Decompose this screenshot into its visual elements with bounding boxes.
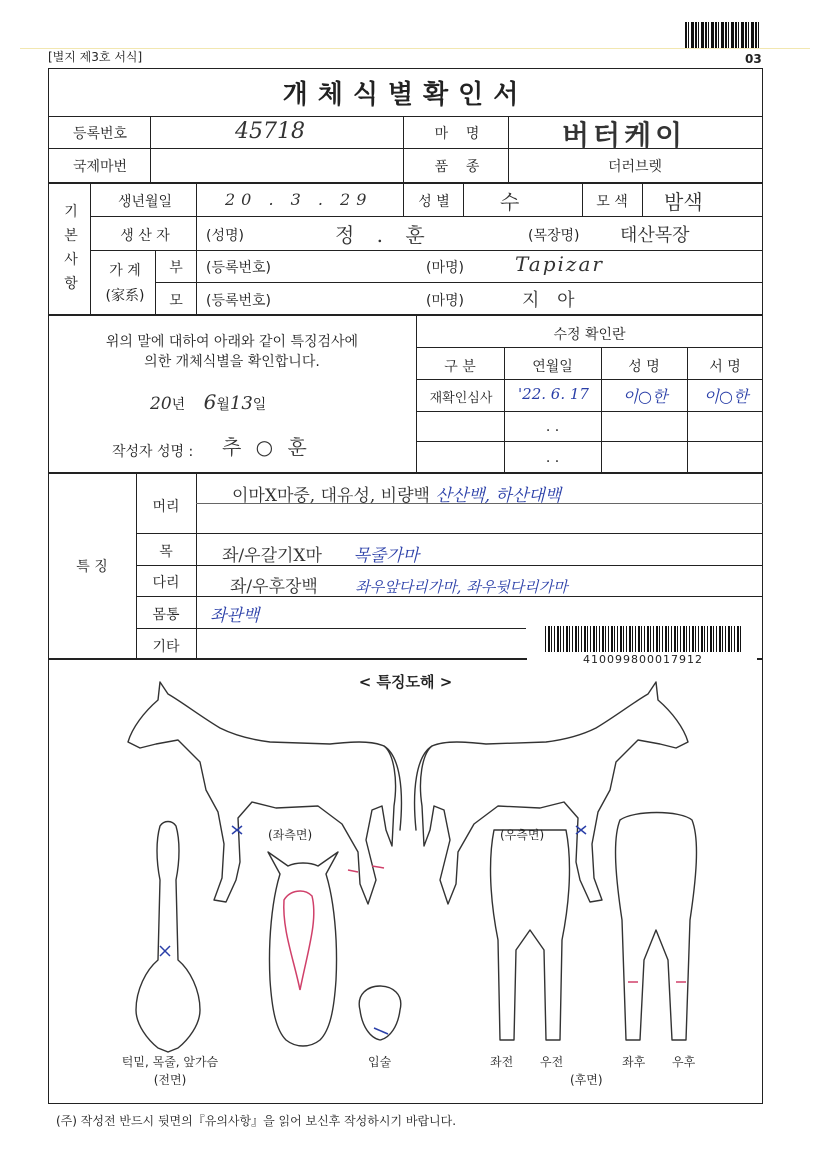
neck-value-blue: 목줄가마 (353, 546, 420, 566)
legs-value-blue: 좌우앞다리가마, 좌우뒷다리가마 (355, 578, 568, 596)
lips-view (359, 986, 401, 1040)
dam-name-value: 지 아 (522, 290, 581, 311)
revision-row3-date: . . (545, 450, 560, 466)
revision-row1-sign: 이○한 (703, 387, 749, 406)
features-section-label: 특 징 (76, 559, 108, 575)
coat-label: 모 색 (596, 194, 628, 210)
front-caption-parts: 턱밑, 목줄, 앞가슴 (121, 1055, 219, 1069)
breeder-name-value: 정 . 훈 (335, 223, 433, 247)
right-hind-caption: 우후 (672, 1055, 696, 1069)
breeder-name-label: (성명) (206, 228, 244, 244)
reg-no-value: 45718 (235, 119, 305, 144)
rear-view-horse (616, 813, 697, 1041)
neck-value-black: 좌/우갈기X마 (222, 546, 322, 566)
sire-label: 부 (169, 260, 183, 276)
breed-label: 품 종 (434, 159, 480, 175)
birth-value: 20 . 3 . 29 (225, 190, 373, 209)
coat-value: 밤색 (664, 190, 703, 214)
revision-title: 수정 확인란 (553, 327, 626, 343)
right-side-horse (420, 682, 688, 904)
legs-value-black: 좌/우후장백 (230, 577, 318, 597)
basic-label-char: 기 (64, 204, 78, 220)
writer-value: 추 ○ 훈 (222, 435, 311, 459)
front-legs-view (491, 830, 570, 1040)
date-year-suffix: 년 (171, 397, 186, 413)
page-title: 개체식별확인서 (282, 80, 529, 110)
neck-label: 목 (159, 544, 173, 560)
lips-caption: 입술 (368, 1055, 392, 1069)
left-hind-caption: 좌후 (622, 1055, 646, 1069)
date-day: 13 (229, 393, 253, 414)
right-fore-caption: 우전 (540, 1055, 564, 1069)
sex-value: 수 (500, 190, 520, 214)
family-label-hanja: (家系) (105, 288, 145, 304)
name-label: 마 명 (434, 126, 480, 142)
reg-no-label: 등록번호 (72, 126, 128, 142)
birth-label: 생년월일 (117, 194, 173, 210)
left-side-caption: (좌측면) (268, 828, 313, 842)
sire-reg-label: (등록번호) (206, 260, 272, 276)
breeder-label: 생 산 자 (120, 228, 170, 244)
sire-name-value: Tapizar (515, 252, 604, 276)
revision-header-sign: 서 명 (709, 359, 741, 375)
basic-label-char: 사 (64, 252, 78, 268)
right-side-caption: (우측면) (500, 828, 545, 842)
page-number: 03 (745, 52, 762, 66)
body-value: 좌관백 (210, 606, 260, 626)
etc-label: 기타 (152, 639, 180, 655)
diagram-title: < 특징도해 > (358, 673, 453, 691)
head-front-view (268, 852, 338, 1046)
front-caption: (전면) (153, 1073, 187, 1087)
legs-label: 다리 (152, 575, 180, 591)
revision-row1-type: 재확인심사 (429, 391, 493, 406)
form-label: [별지 제3호 서식] (48, 50, 143, 64)
revision-row1-date: '22. 6. 17 (518, 385, 589, 403)
date-month: 6 (203, 390, 217, 414)
dam-name-label: (마명) (426, 293, 464, 309)
head-value-black: 이마X마중, 대유성, 비량백 (232, 486, 430, 506)
revision-row2-date: . . (545, 419, 560, 435)
basic-label-char: 항 (64, 276, 78, 292)
revision-row1-name: 이○한 (622, 387, 668, 406)
date-month-suffix: 월 (216, 397, 230, 413)
farm-value: 태산목장 (620, 225, 690, 246)
revision-header-name: 성 명 (628, 359, 660, 375)
rear-caption: (후면) (570, 1073, 603, 1087)
sire-name-label: (마명) (426, 260, 464, 276)
intl-label: 국제마번 (72, 159, 128, 175)
name-value: 버터케이 (562, 119, 687, 152)
confirm-statement-line2: 의한 개체식별을 확인합니다. (144, 354, 320, 370)
confirm-statement-line1: 위의 말에 대하여 아래와 같이 특징검사에 (105, 334, 359, 350)
dam-label: 모 (169, 293, 183, 309)
left-fore-caption: 좌전 (490, 1055, 514, 1069)
revision-header-date: 연월일 (532, 359, 573, 375)
writer-label: 작성자 성명 : (112, 444, 194, 460)
dam-reg-label: (등록번호) (206, 293, 272, 309)
revision-header-type: 구 분 (444, 359, 476, 375)
breed-value: 더러브렛 (607, 159, 663, 175)
barcode-number: 410099800017912 (583, 653, 703, 666)
basic-label-char: 본 (64, 228, 78, 244)
farm-label: (목장명) (528, 228, 580, 244)
footer-note: (주) 작성전 반드시 뒷면의『유의사항』을 읽어 보신후 작성하시기 바랍니다. (56, 1114, 457, 1128)
body-label: 몸통 (152, 607, 180, 623)
date-year: 20 (150, 394, 172, 414)
head-label: 머리 (152, 499, 180, 515)
family-label: 가 계 (109, 263, 141, 279)
head-value-blue: 산산백, 하산대백 (435, 486, 562, 506)
sex-label: 성 별 (418, 194, 450, 210)
left-side-horse (128, 682, 396, 904)
date-day-suffix: 일 (252, 397, 267, 413)
front-view-horse (136, 822, 200, 1053)
